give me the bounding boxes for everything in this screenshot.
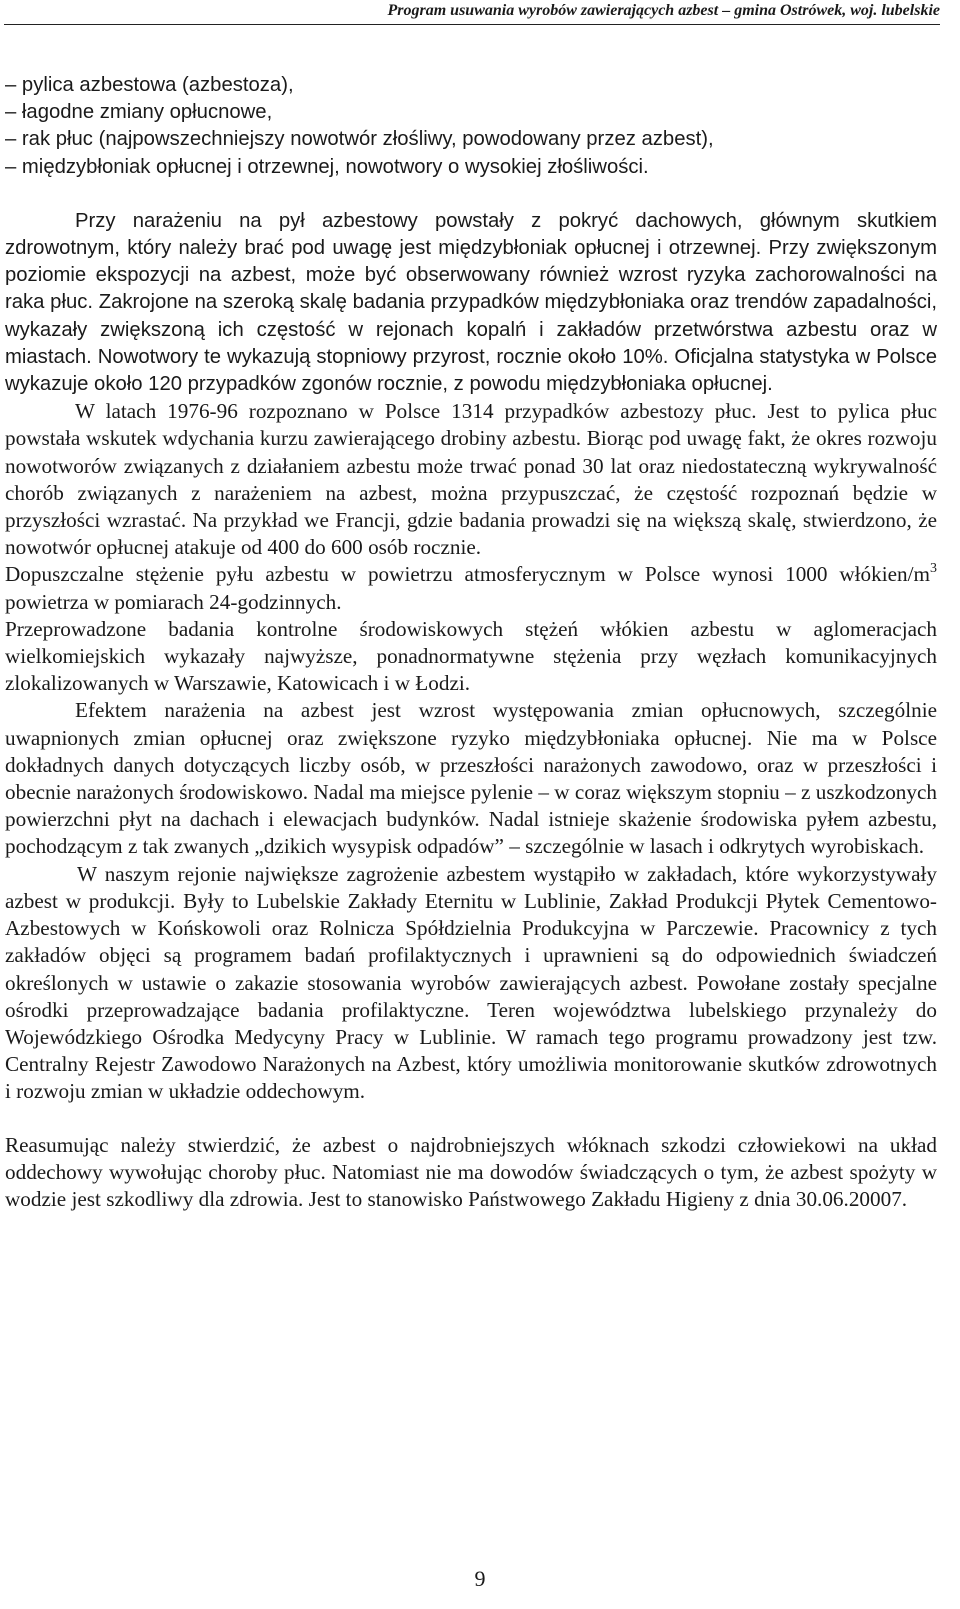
list-item: – łagodne zmiany opłucnowe, [5, 101, 273, 124]
paragraph-asbestosis: W latach 1976-96 rozpoznano w Polsce 1314 przypadków azbestozy płuc. Jest to pylica płuc powstała wskutek wdychania kurzu zawierającego drobiny azbestu. Biorąc pod uwagę fakt, że okres rozwoju nowotworów związanych z działaniem azbestu może trwać ponad 30 lat oraz niedostateczną wykrywalność chorób związanych z narażeniem na azbest, można przypuszczać, że częstość rozpoznań będzie w przyszłości wzrastać. Na przykład we Francji, gdzie badania prowadzi się na większą skalę, stwierdzono, że nowotwór opłucnej atakuje od 400 do 600 osób rocznie. [5, 399, 937, 560]
paragraph-exposure: Przy narażeniu na pył azbestowy powstały z pokryć dachowych, głównym skutkiem zdrowotnym, który należy brać pod uwagę jest międzybłoniak opłucnej i otrzewnej. Przy zwiększonym poziomie ekspozycji na azbest, może być obserwowany również wzrost ryzyka zachorowalności na raka płuc. Zakrojone na szeroką skalę badania przypadków międzybłoniaka oraz trendów zapadalności, wykazały zwiększoną ich częstość w rejonach kopalń i zakładów przetwórstwa azbestu oraz w miastach. Nowotwory te wykazują stopniowy przyrost, rocznie około 10%. Oficjalna statystyka w Polsce wykazuje około 120 przypadków zgonów rocznie, z powodu międzybłoniaka opłucnej. [5, 209, 937, 396]
running-header: Program usuwania wyrobów zawierających azbest – gmina Ostrówek, woj. lubelskie [4, 2, 940, 25]
paragraph-effects: Efektem narażenia na azbest jest wzrost występowania zmian opłucnowych, szczególnie uwapnionych zmian opłucnej oraz zwiększone ryzyko międzybłoniaka opłucnej. Nie ma w Polsce dokładnych danych dotyczących liczby osób, w przeszłości narażonych zawodowo, oraz w przeszłości i obecnie narażonych środowiskowo. Nadal ma miejsce pylenie – w coraz większym stopniu – z uszkodzonych powierzchni płyt na dachach i elewacjach budynków. Nadal istnieje skażenie środowiska pyłem azbestu, pochodzącym z tak zwanych „dzikich wysypisk odpadów” – szczególnie w lasach i odkrytych wyrobiskach. [5, 698, 937, 859]
disease-list [5, 72, 937, 181]
concentration-text: Dopuszczalne stężenie pyłu azbestu w powietrzu atmosferycznym w Polsce wynosi 1000 włókien/m [5, 562, 930, 587]
paragraph-summary: Reasumując należy stwierdzić, że azbest o najdrobniejszych włóknach szkodzi człowiekowi na układ oddechowy wywołując choroby płuc. Natomiast nie ma dowodów świadczących o tym, że azbest spożyty w wodzie jest szkodliwy dla zdrowia. Jest to stanowisko Państwowego Zakładu Higieny z dnia 30.06.20007. [5, 1132, 937, 1211]
paragraph-measurements: Przeprowadzone badania kontrolne środowiskowych stężeń włókien azbestu w aglomeracjach wielkomiejskich wykazały najwyższe, ponadnormatywne stężenia przy węzłach komunikacyjnych zlokalizowanych w Warszawie, Katowicach i w Łodzi. [5, 616, 937, 696]
concentration-text-end: powietrza w pomiarach 24-godzinnych. [5, 589, 342, 614]
list-item: – międzybłoniak opłucnej i otrzewnej, nowotwory o wysokiej złośliwości. [5, 155, 649, 178]
list-item: – pylica azbestowa (azbestoza), [5, 74, 294, 96]
paragraph-region: W naszym rejonie największe zagrożenie azbestem wystąpiło w zakładach, które wykorzystywały azbest w produkcji. Były to Lubelskie Zakłady Eternitu w Lublinie, Zakład Produkcji Płytek Cementowo-Azbestowych w Końskowoli oraz Rolnicza Spółdzielnia Produkcyjna w Parczewie. Pracownicy z tych zakładów objęci są programem badań profilaktycznych i uprawnieni są do odpowiednich świadczeń określonych w ustawie o zakazie stosowania wyrobów zawierających azbest. Powołane zostały specjalne ośrodki przeprowadzające badania profilaktyczne. Teren województwa lubelskiego przynależy do Wojewódzkiego Ośrodka Medycyny Pracy w Lublinie. W ramach tego programu prowadzony jest tzw. Centralny Rejestr Zawodowo Narażonych na Azbest, który umożliwia monitorowanie skutków zdrowotnych i rozwoju zmian w układzie oddechowym. [5, 861, 937, 1104]
superscript: 3 [930, 561, 937, 577]
list-item: – rak płuc (najpowszechniejszy nowotwór złośliwy, powodowany przez azbest), [5, 128, 714, 151]
page-number: 9 [474, 1566, 486, 1591]
paragraph-concentration [5, 561, 937, 615]
document-body [5, 72, 937, 1213]
